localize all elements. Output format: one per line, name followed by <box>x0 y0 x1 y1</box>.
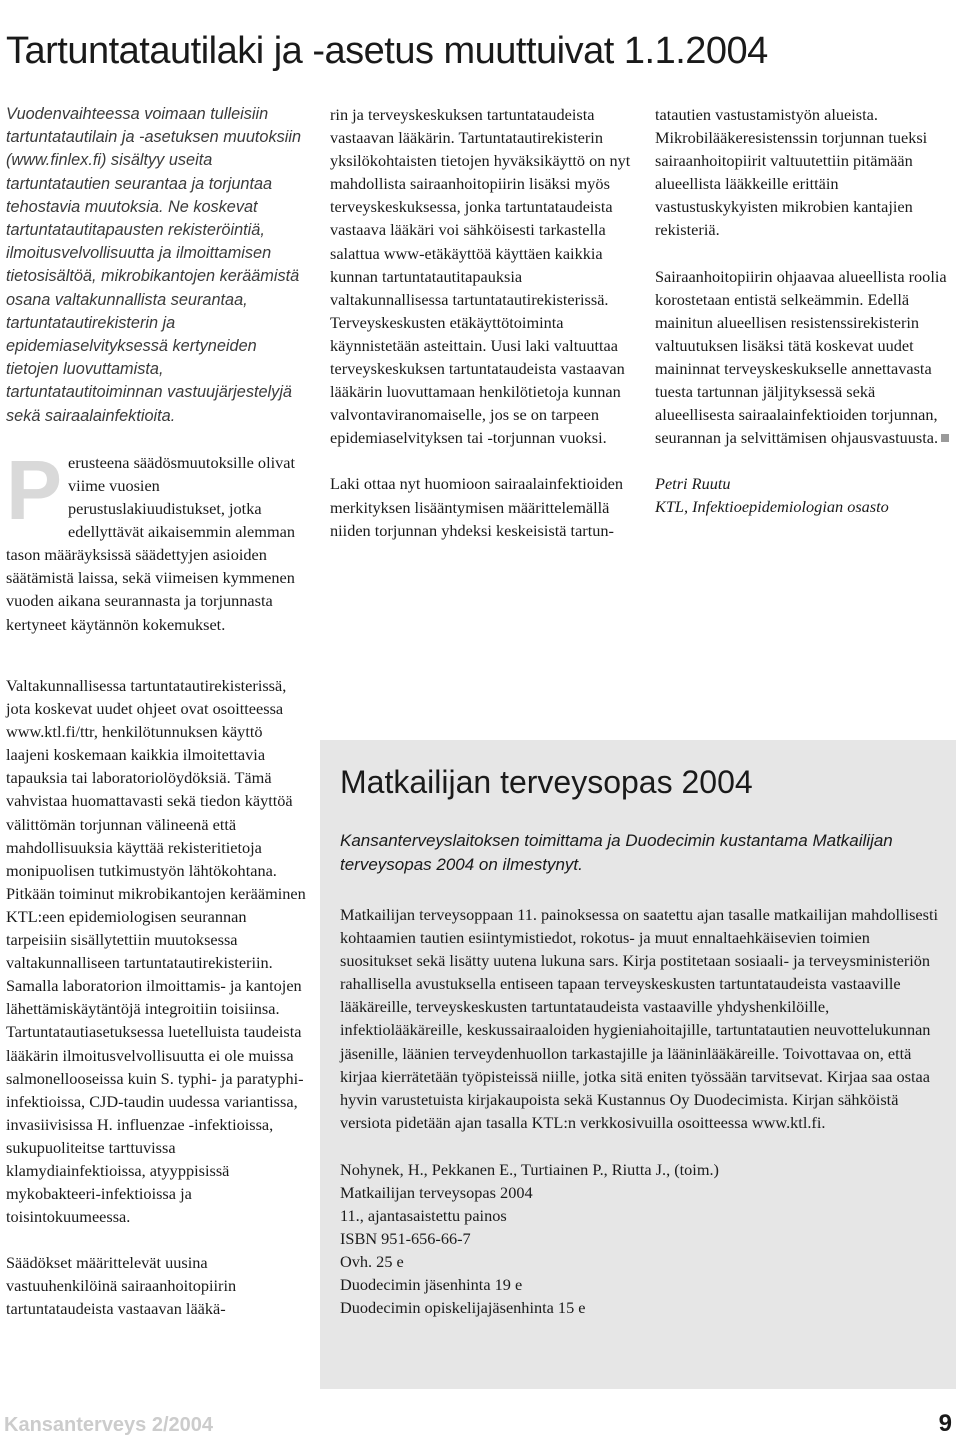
box-subtitle: Kansanterveyslaitoksen toimittama ja Duodecimin kustantama Matkailijan terveysopas 2004 on ilmestynyt. <box>340 831 893 874</box>
lead-paragraph: Vuodenvaihteessa voimaan tulleisiin tartuntatautilain ja -asetuksen muutoksiin (www.finlex.fi) sisältyy useita tartuntatautien seurantaa ja torjuntaa tehostavia muutoksia. Ne koskevat tartuntatautitapausten rekisteröintiä, ilmoitusvelvollisuutta ja ilmoittamisen tietosisältöä, mikrobikantojen keräämistä osana valtakunnallista seurantaa, tartuntatautirekisterin ja epidemiaselvityksessä kertyneiden tietojen luovuttamista, tartuntatautitoiminnan vastuujärjestelyjä sekä sairaalainfektioita. <box>6 105 302 425</box>
reference-line: Duodecimin jäsenhinta 19 e <box>340 1274 523 1294</box>
reference-line: Nohynek, H., Pekkanen E., Turtiainen P., Riutta J., (toim.) <box>340 1159 719 1179</box>
body-paragraph: Laki ottaa nyt huomioon sairaalainfektioiden merkityksen lisääntymisen määrittelemällä niiden torjunnan yhdeksi keskeisistä tartun- <box>330 474 623 540</box>
reference-line: ISBN 951-656-66-7 <box>340 1228 471 1248</box>
book-announcement-box <box>320 740 956 1389</box>
publication-name: Kansanterveys 2/2004 <box>4 1414 214 1436</box>
intro-paragraph <box>6 442 306 636</box>
box-body: Matkailijan terveysoppaan 11. painoksessa on saatettu ajan tasalle matkailijan mahdollisesti kohtaamien tautien esiintymistiedot, rokotus- ja muut ennaltaehkäisevien toimien suositukset sekä lisätty uutena lukuna sars. Kirja postitetaan sosiaali- ja terveysministeriön rahallisella avustuksella entiseen tapaan terveyskeskusten tartuntataudeista vastaaville lääkäreille, terveyskeskusten tartuntataudeista vastaaville yhdyshenkilöille, infektiolääkäreille, keskussairaaloiden hygieniahoitajille, tartuntatautien neuvottelukunnan jäsenille, läänien terveydenhuollon tarkastajille ja lääninlääkäreille. Toivottavaa on, että kirjaa kierrätetään työpisteissä niille, jotka sitä eniten työssään tarvitsevat. Kirjaa saa ostaa hyvin varustetuista kirjakaupoista sekä Kustannus Oy Duodecimista. Kirjan sähköistä versiota pidetään ajan tasalla KTL:n verkkosivuilla osoitteessa www.ktl.fi. <box>340 905 939 1132</box>
dropcap-letter: P <box>6 442 63 537</box>
body-paragraph <box>655 265 955 450</box>
reference-line: Ovh. 25 e <box>340 1251 404 1271</box>
page-number: 9 <box>938 1410 952 1437</box>
reference-line: Matkailijan terveysopas 2004 <box>340 1182 533 1202</box>
box-title: Matkailijan terveysopas 2004 <box>340 764 753 800</box>
column-1 <box>6 103 306 636</box>
author-affiliation: KTL, Infektioepidemiologian osasto <box>655 497 889 517</box>
reference-line: 11., ajantasaistettu painos <box>340 1205 507 1225</box>
intro-text: erusteena säädösmuutoksille olivat viime vuosien perustuslakiuudistukset, jotka edellyttävät aikaisemmin alemman tason määräyksissä säädettyjen asioiden säätämistä laissa, sekä viimeisen kymmenen vuoden aikana seurannasta ja torjunnasta kertyneet käytännön kokemukset. <box>6 452 296 634</box>
body-paragraph: tatautien vastustamistyön alueista. Mikrobilääkeresistenssin torjunnan tueksi sairaanhoitopiirit valtuutettiin pitämään alueellista lääkkeille erittäin vastustuskykyisten mikrobien kantajien rekisteriä. <box>655 105 928 240</box>
reference-line: Duodecimin opiskelijajäsenhinta 15 e <box>340 1297 586 1317</box>
column-1-continued <box>6 674 306 1321</box>
signature-block <box>655 472 955 518</box>
body-paragraph: Säädökset määrittelevät uusina vastuuhenkilöinä sairaanhoitopiirin tartuntataudeista vastaavan lääkä- <box>6 1253 237 1319</box>
column-3 <box>655 103 955 519</box>
body-paragraph: rin ja terveyskeskuksen tartuntataudeista vastaavan lääkärin. Tartuntatautirekisterin yksilökohtaisten tietojen hyväksikäyttö on nyt mahdollista sairaanhoitopiirin lisäksi myös terveyskeskuksessa, jonka tartuntataudeista vastaava lääkäri voi sähköisesti tarkastella salattua www-etäkäyttöä käyttäen kaikkia kunnan tartuntatautitapauksia valtakunnallisessa tartuntatautirekisterissä. Terveyskeskusten etäkäyttötoiminta käynnistetään asteittain. Uusi laki valtuuttaa terveyskeskuksen tartuntataudeista vastaavan lääkärin luovuttamaan henkilötietoja kunnan valvontaviranomaiselle, jos se on tarpeen epidemiaselvityksen tai -torjunnan vuoksi. <box>330 105 631 448</box>
end-mark-icon <box>941 434 949 442</box>
author-name: Petri Ruutu <box>655 474 731 494</box>
body-text: Sairaanhoitopiirin ohjaavaa alueellista roolia korostetaan entistä selkeämmin. Edellä mainitun alueellisen resistenssirekisterin valtuutuksen lisäksi tätä koskevat uudet maininnat terveyskeskukselle annettavasta tuesta tartunnan jäljityksessä sekä alueellisesta sairaalainfektioiden torjunnan, seurannan ja selvittämisen ohjausvastuusta. <box>655 266 947 448</box>
column-2 <box>330 103 635 542</box>
body-paragraph: Valtakunnallisessa tartuntatautirekisterissä, jota koskevat uudet ohjeet ovat osoitteessa www.ktl.fi/ttr, henkilötunnuksen käyttö laajeni koskemaan kaikkia ilmoitettavia tapauksia tai laboratoriolöydöksiä. Tämä vahvistaa huomattavasti sekä tiedon käyttöä välittömän torjunnan välineenä että mahdollisuuksia käyttää rekisteritietoja monipuolisen tutkimustyön lähtökohtana. Pitkään toiminut mikrobikantojen kerääminen KTL:een epidemiologisen seurannan tarpeisiin sisällytettiin muutoksessa valtakunnalliseen tartuntatautirekisteriin. Samalla laboratorion ilmoittamis- ja kantojen lähettämiskäytäntöjä integroitiin toisiinsa. Tartuntatautiasetuksessa luetelluista taudeista lääkärin ilmoitusvelvollisuutta ei ole muissa salmonellooseissa kuin S. typhi- ja paratyphi-infektioissa, CJD-taudin uudessa variantissa, invasiivisissa H. influenzae -infektioissa, sukupuoliteitse tarttuvissa klamydiainfektioissa, atyyppisissä mykobakteeri-infektioissa ja toisintokuumeessa. <box>6 676 306 1227</box>
book-reference <box>340 1158 940 1319</box>
article-title: Tartuntatautilaki ja -asetus muuttuivat 1.1.2004 <box>6 30 768 72</box>
